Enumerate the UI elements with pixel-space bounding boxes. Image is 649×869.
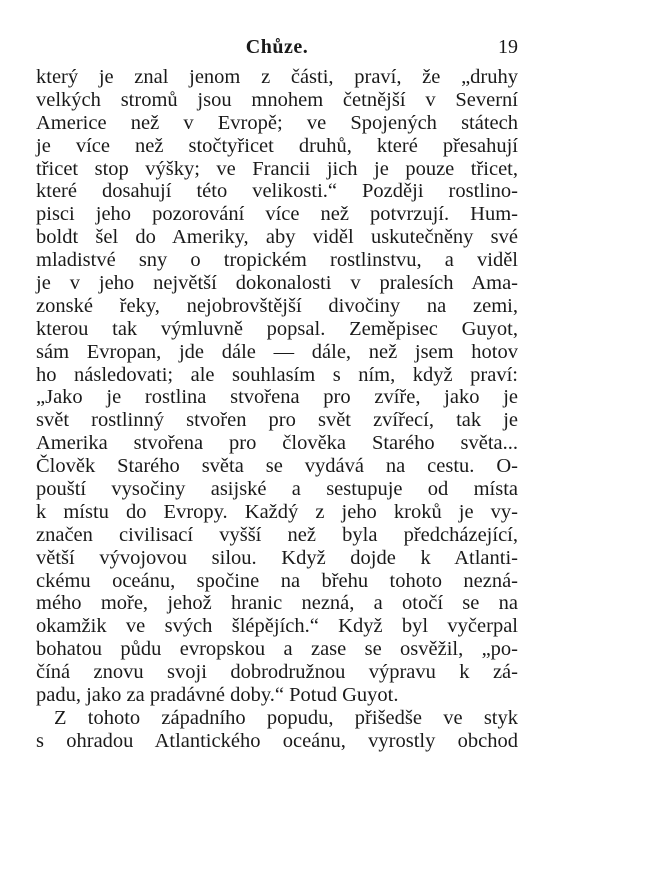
text-line: kterou tak výmluvně popsal. Zeměpisec Guyot,: [36, 317, 518, 340]
text-line: mého moře, jehož hranic nezná, a otočí se na: [36, 592, 518, 615]
text-line: padu, jako za pradávné doby.“ Potud Guyot.: [36, 684, 399, 707]
text-line: je více než stočtyřicet druhů, které přesahují: [36, 134, 518, 157]
text-line: značen civilisací vyšší než byla předcházející,: [36, 523, 518, 546]
text-line: svět rostlinný stvořen pro svět zvířecí, tak je: [36, 409, 518, 432]
text-line: ckému oceánu, spočine na břehu tohoto nezná-: [36, 569, 518, 592]
text-line: větší vývojovou silou. Když dojde k Atlanti-: [36, 546, 518, 569]
text-line: které dosahují této velikosti.“ Později rostlino-: [36, 180, 518, 203]
text-line: „Jako je rostlina stvořena pro zvíře, jako je: [36, 386, 518, 409]
chapter-title: Chůze.: [245, 36, 309, 58]
text-line: Z tohoto západního popudu, přišedše ve styk: [54, 706, 518, 729]
text-line: třicet stop výšky; ve Francii jich je pouze třicet,: [36, 157, 518, 180]
text-line: Americe než v Evropě; ve Spojených státech: [36, 111, 518, 134]
text-line: je v jeho největší dokonalosti v pralesích Ama-: [36, 272, 518, 295]
text-line: mladistvé sny o tropickém rostlinstvu, a viděl: [36, 249, 518, 272]
page-number: 19: [498, 36, 518, 58]
text-line: boldt šel do Ameriky, aby viděl uskutečněny své: [36, 226, 518, 249]
text-line: číná znovu svoji dobrodružnou výpravu k zá-: [36, 661, 518, 684]
running-head: [36, 36, 518, 64]
text-line: Amerika stvořena pro člověka Starého světa...: [36, 432, 518, 455]
text-line: s ohradou Atlantického oceánu, vyrostly obchod: [36, 729, 518, 752]
text-line: k místu do Evropy. Každý z jeho kroků je vy-: [36, 500, 518, 523]
body-text: [36, 66, 518, 753]
text-line: Člověk Starého světa se vydává na cestu. O-: [36, 455, 518, 478]
text-line: zonské řeky, nejobrovštější divočiny na zemi,: [36, 294, 518, 317]
text-line: okamžik ve svých šlépějích.“ Když byl vyčerpal: [36, 615, 518, 638]
text-line: pisci jeho pozorování více než potvrzují. Hum-: [36, 203, 518, 226]
text-line: který je znal jenom z části, praví, že „druhy: [36, 66, 518, 88]
text-line: ho následovati; ale souhlasím s ním, když praví:: [36, 363, 518, 386]
text-line: pouští vysočiny asijské a sestupuje od místa: [36, 478, 518, 501]
text-line: sám Evropan, jde dále — dále, než jsem hotov: [36, 340, 518, 363]
text-line: bohatou půdu evropskou a zase se osvěžil, „po-: [36, 638, 518, 661]
text-line: velkých stromů jsou mnohem četnější v Severní: [36, 88, 518, 111]
